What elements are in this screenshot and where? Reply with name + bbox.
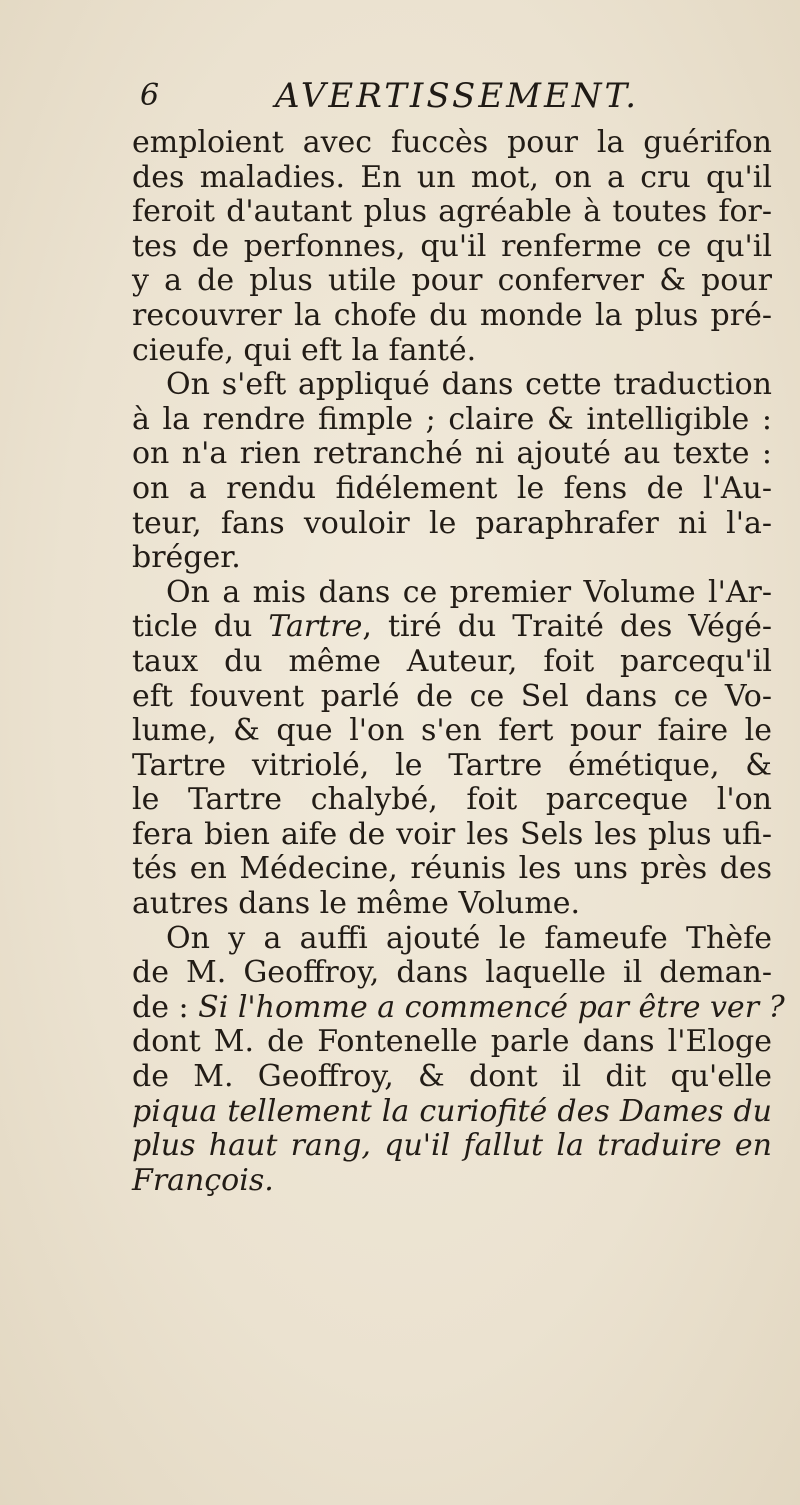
text-line: on a rendu fidélement le fens de l'Au-: [132, 470, 772, 506]
text-line: de M. Geoffroy, & dont il dit qu'elle: [132, 1059, 772, 1095]
text-line: dont M. de Fontenelle parle dans l'Eloge: [132, 1024, 772, 1060]
italic-question: Si l'homme a commencé par être ver ?: [198, 989, 785, 1025]
text-line: fera bien aife de voir les Sels les plus ufi-: [132, 816, 772, 852]
text-line: on n'a rien retranché ni ajouté au texte :: [132, 436, 772, 472]
text-line: plus haut rang, qu'il fallut la traduire en: [132, 1128, 772, 1164]
text-line: On y a auffi ajouté le fameufe Thèfe: [166, 920, 772, 956]
text-line: y a de plus utile pour conferver & pour: [132, 263, 772, 299]
text-line: Tartre vitriolé, le Tartre émétique, &: [132, 747, 772, 783]
running-title: AVERTISSEMENT.: [275, 76, 640, 116]
text-line: tes de perfonnes, qu'il renferme ce qu'il: [132, 228, 772, 264]
page-header: [140, 78, 700, 124]
text-segment: , tiré du Traité des Végé-: [362, 609, 772, 645]
text-line: à la rendre fimple ; claire & intelligible :: [132, 401, 772, 437]
italic-word-tartre: Tartre: [268, 609, 363, 645]
text-line: On a mis dans ce premier Volume l'Ar-: [166, 574, 772, 610]
text-line: emploient avec fuccès pour la guérifon: [132, 125, 772, 160]
text-line: de M. Geoffroy, dans laquelle il deman-: [132, 955, 772, 991]
text-line: bréger.: [132, 540, 241, 576]
text-line: [132, 610, 772, 645]
text-line: recouvrer la chofe du monde la plus pré-: [132, 297, 772, 333]
text-line: piqua tellement la curiofité des Dames du: [132, 1093, 772, 1129]
text-line: François.: [132, 1162, 274, 1198]
text-line: cieufe, qui eft la fanté.: [132, 332, 477, 368]
text-line: [132, 989, 785, 1026]
body-text: [132, 125, 785, 1198]
text-line: feroit d'autant plus agréable à toutes for-: [132, 194, 772, 230]
text-line: des maladies. En un mot, on a cru qu'il: [132, 159, 772, 195]
page-number: 6: [140, 78, 160, 113]
text-line: le Tartre chalybé, foit parceque l'on: [132, 782, 772, 818]
text-segment: de :: [132, 989, 199, 1025]
text-line: autres dans le même Volume.: [132, 886, 581, 922]
text-line: On s'eft appliqué dans cette traduction: [166, 367, 772, 403]
text-line: tés en Médecine, réunis les uns près des: [132, 851, 772, 887]
text-line: teur, fans vouloir le paraphrafer ni l'a-: [132, 505, 772, 541]
text-line: eft fouvent parlé de ce Sel dans ce Vo-: [132, 678, 772, 714]
text-line: lume, & que l'on s'en fert pour faire le: [132, 713, 772, 749]
text-segment: ticle du: [132, 609, 269, 645]
text-line: taux du même Auteur, foit parcequ'il: [132, 643, 772, 679]
